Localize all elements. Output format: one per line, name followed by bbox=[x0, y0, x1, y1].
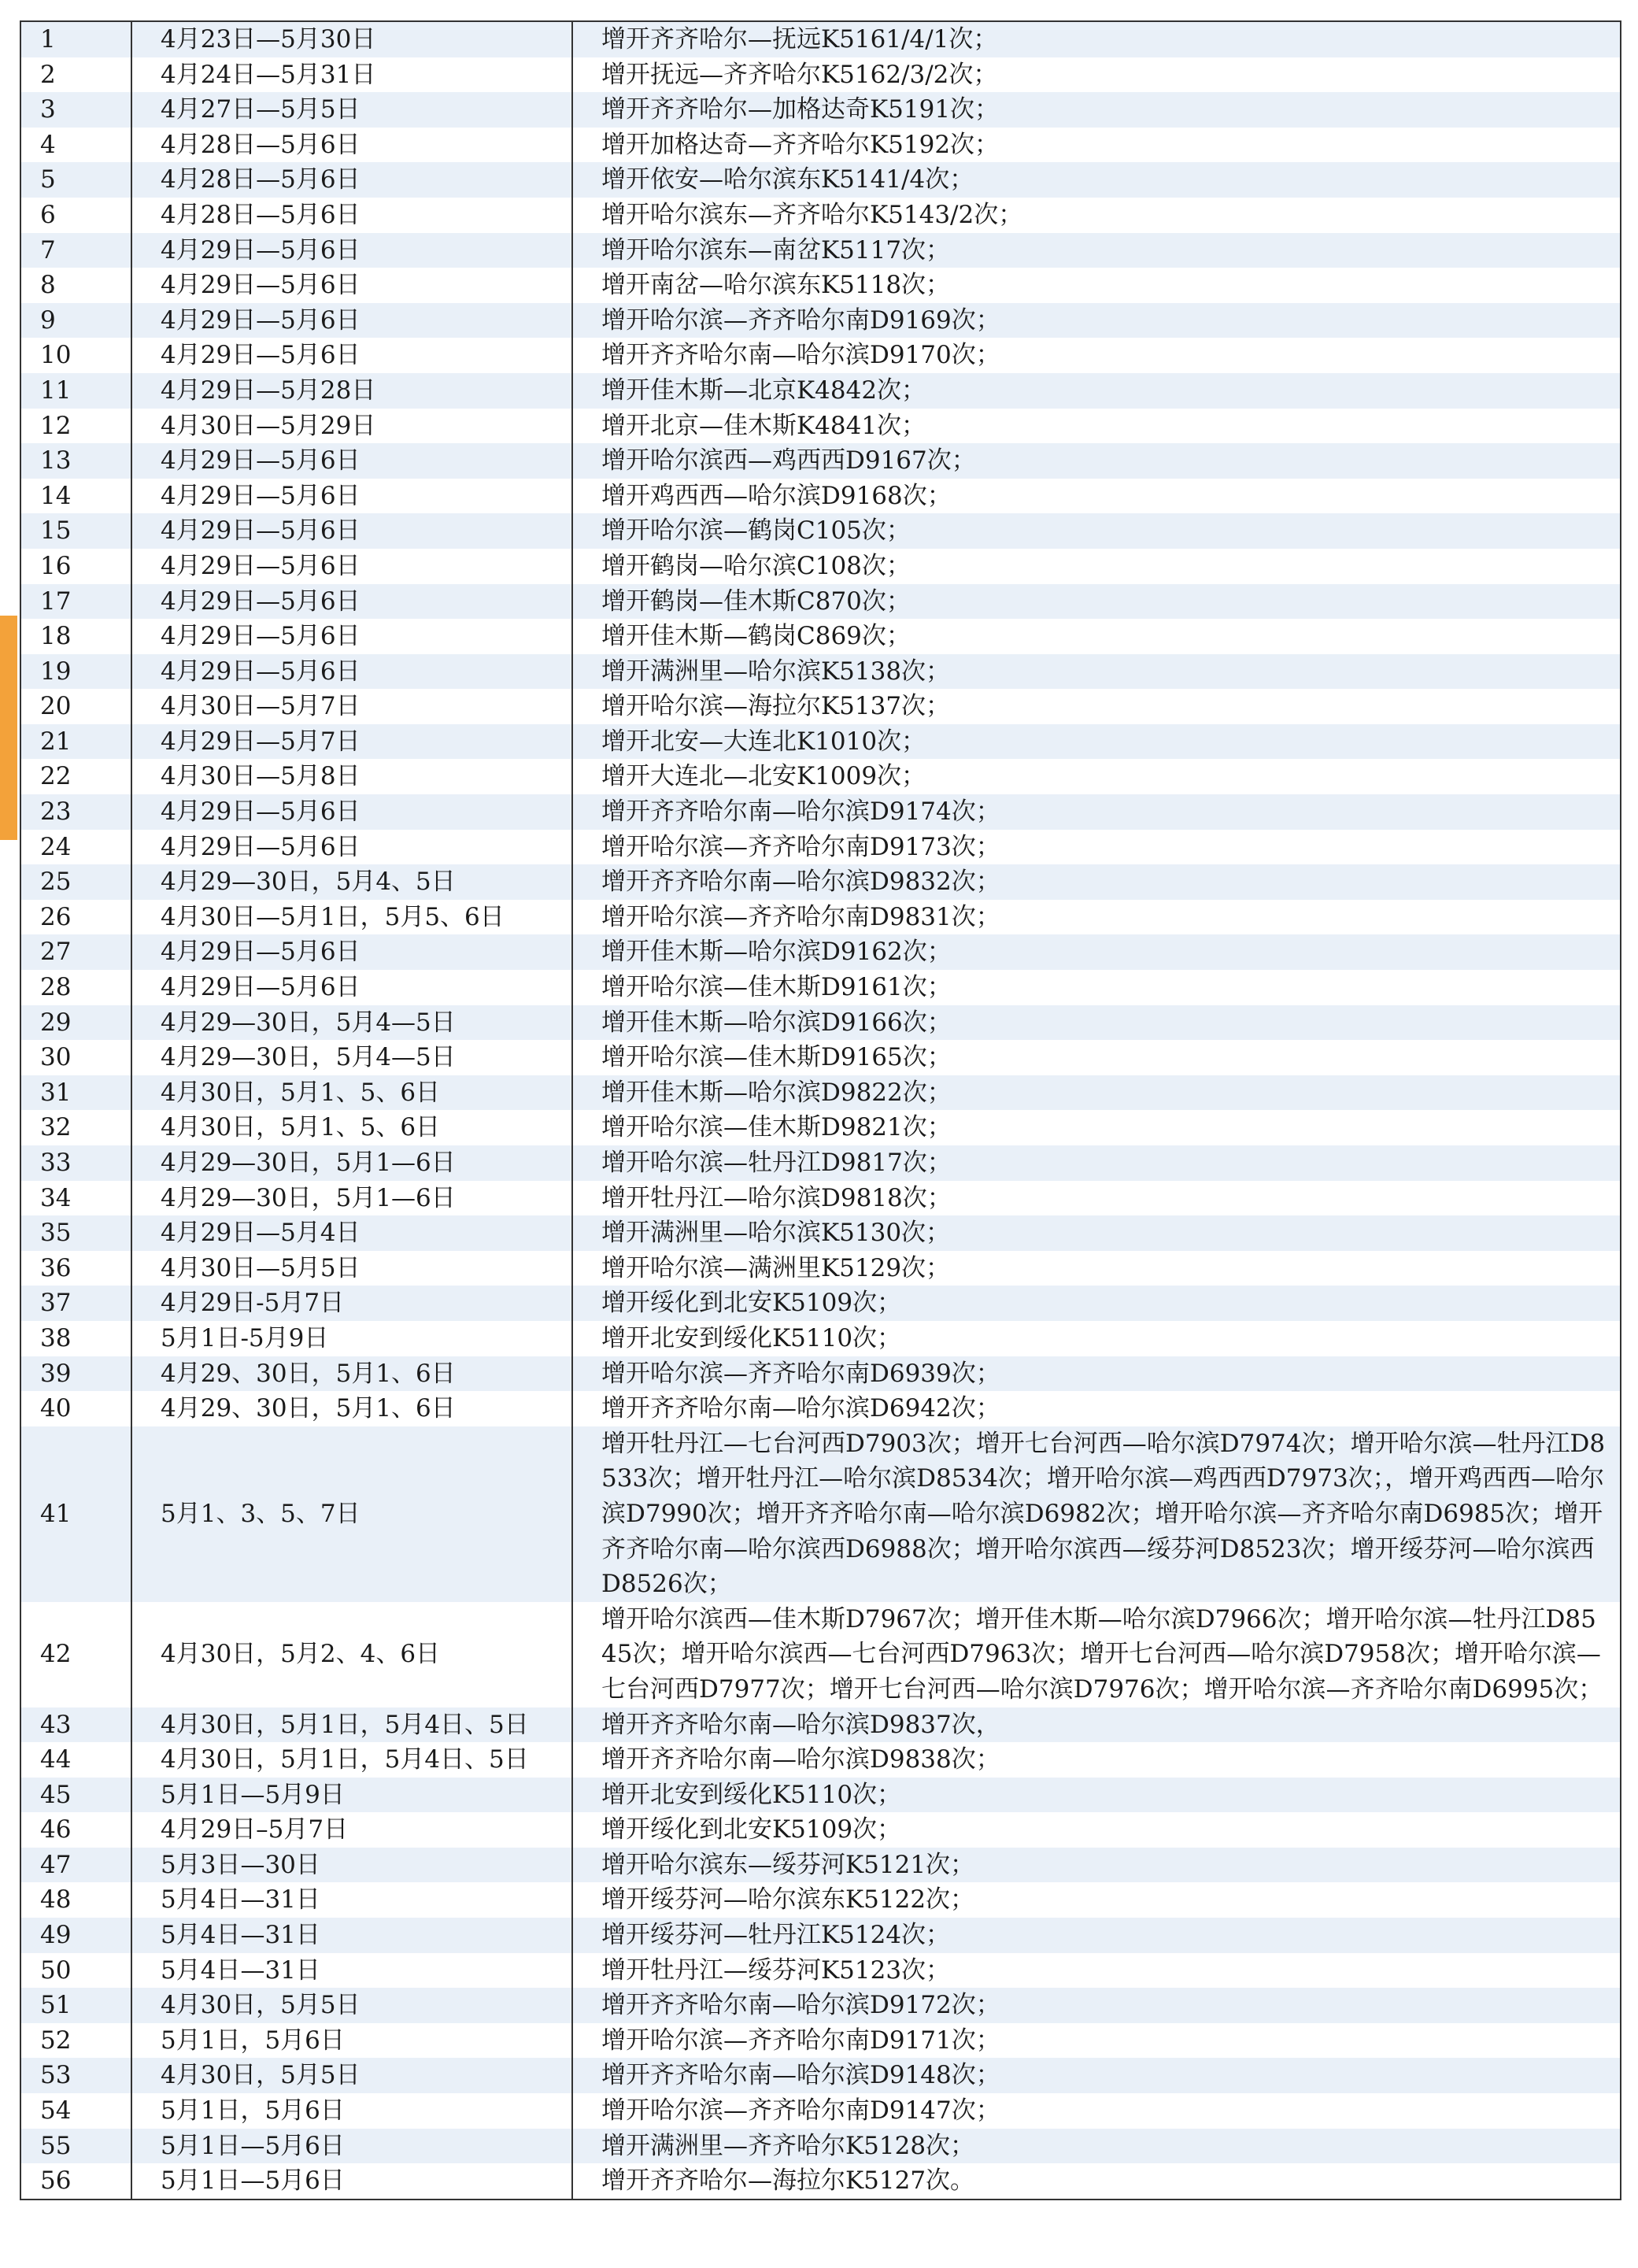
row-description: 增开哈尔滨—佳木斯D9165次； bbox=[572, 1040, 1620, 1075]
table-row bbox=[21, 1953, 1620, 1989]
table-row bbox=[21, 233, 1620, 268]
row-dates: 4月24日—5月31日 bbox=[131, 57, 572, 93]
row-number: 19 bbox=[21, 654, 131, 690]
table-row bbox=[21, 443, 1620, 479]
row-description: 增开佳木斯—哈尔滨D9822次； bbox=[572, 1075, 1620, 1111]
row-dates: 4月29日—5月6日 bbox=[131, 233, 572, 268]
row-dates: 4月29日—5月6日 bbox=[131, 619, 572, 654]
row-dates: 4月30日，5月1日，5月4日、5日 bbox=[131, 1742, 572, 1778]
row-number: 48 bbox=[21, 1882, 131, 1918]
row-description: 增开绥化到北安K5109次； bbox=[572, 1286, 1620, 1321]
row-dates: 4月29日—5月6日 bbox=[131, 830, 572, 865]
row-dates: 4月30日，5月5日 bbox=[131, 1988, 572, 2023]
row-description: 增开佳木斯—北京K4842次； bbox=[572, 373, 1620, 409]
table-body bbox=[21, 22, 1620, 2199]
row-description: 增开绥化到北安K5109次； bbox=[572, 1812, 1620, 1848]
row-number: 42 bbox=[21, 1602, 131, 1707]
side-color-tab bbox=[0, 616, 17, 840]
row-number: 35 bbox=[21, 1215, 131, 1251]
row-number: 20 bbox=[21, 689, 131, 724]
table-row bbox=[21, 92, 1620, 128]
row-description: 增开哈尔滨东—齐齐哈尔K5143/2次； bbox=[572, 198, 1620, 233]
row-dates: 4月29日–5月7日 bbox=[131, 1812, 572, 1848]
row-description: 增开佳木斯—哈尔滨D9166次； bbox=[572, 1005, 1620, 1041]
row-number: 6 bbox=[21, 198, 131, 233]
row-dates: 4月29日—5月7日 bbox=[131, 724, 572, 760]
row-number: 27 bbox=[21, 934, 131, 970]
row-number: 2 bbox=[21, 57, 131, 93]
row-number: 14 bbox=[21, 479, 131, 514]
schedule-table-frame bbox=[20, 20, 1621, 2200]
row-number: 32 bbox=[21, 1110, 131, 1145]
row-dates: 4月30日—5月29日 bbox=[131, 409, 572, 444]
row-description: 增开大连北—北安K1009次； bbox=[572, 759, 1620, 794]
row-number: 43 bbox=[21, 1707, 131, 1743]
row-description: 增开哈尔滨东—绥芬河K5121次； bbox=[572, 1848, 1620, 1883]
row-description: 增开哈尔滨西—鸡西西D9167次； bbox=[572, 443, 1620, 479]
row-number: 55 bbox=[21, 2129, 131, 2164]
table-row bbox=[21, 654, 1620, 690]
table-row bbox=[21, 479, 1620, 514]
row-description: 增开齐齐哈尔—抚远K5161/4/1次； bbox=[572, 22, 1620, 57]
row-number: 25 bbox=[21, 864, 131, 900]
train-schedule-table bbox=[21, 22, 1620, 2199]
row-number: 51 bbox=[21, 1988, 131, 2023]
row-number: 22 bbox=[21, 759, 131, 794]
row-dates: 5月1日—5月9日 bbox=[131, 1778, 572, 1813]
row-number: 40 bbox=[21, 1391, 131, 1426]
row-dates: 4月28日—5月6日 bbox=[131, 198, 572, 233]
row-dates: 4月23日—5月30日 bbox=[131, 22, 572, 57]
row-description: 增开满洲里—齐齐哈尔K5128次； bbox=[572, 2129, 1620, 2164]
row-description: 增开哈尔滨西—佳木斯D7967次；增开佳木斯—哈尔滨D7966次；增开哈尔滨—牡丹江D8545次；增开哈尔滨西—七台河西D7963次；增开七台河西—哈尔滨D7958次；增开哈尔滨—七台河西D7977次；增开七台河西—哈尔滨D7976次；增开哈尔滨—齐齐哈尔南D6995次； bbox=[572, 1602, 1620, 1707]
row-dates: 5月4日—31日 bbox=[131, 1953, 572, 1989]
table-row bbox=[21, 794, 1620, 830]
table-row bbox=[21, 1391, 1620, 1426]
table-row bbox=[21, 1707, 1620, 1743]
row-description: 增开齐齐哈尔—加格达奇K5191次； bbox=[572, 92, 1620, 128]
row-number: 49 bbox=[21, 1918, 131, 1953]
row-description: 增开鹤岗—佳木斯C870次； bbox=[572, 584, 1620, 620]
row-number: 12 bbox=[21, 409, 131, 444]
table-row bbox=[21, 513, 1620, 549]
table-row bbox=[21, 2023, 1620, 2059]
row-number: 11 bbox=[21, 373, 131, 409]
row-description: 增开哈尔滨—齐齐哈尔南D6939次； bbox=[572, 1356, 1620, 1392]
row-description: 增开佳木斯—鹤岗C869次； bbox=[572, 619, 1620, 654]
row-description: 增开哈尔滨—齐齐哈尔南D9831次； bbox=[572, 900, 1620, 935]
row-number: 30 bbox=[21, 1040, 131, 1075]
table-row bbox=[21, 1075, 1620, 1111]
table-row bbox=[21, 268, 1620, 303]
row-number: 34 bbox=[21, 1181, 131, 1216]
row-number: 31 bbox=[21, 1075, 131, 1111]
row-dates: 4月29日-5月7日 bbox=[131, 1286, 572, 1321]
row-dates: 4月29日—5月4日 bbox=[131, 1215, 572, 1251]
table-row bbox=[21, 198, 1620, 233]
table-row bbox=[21, 1005, 1620, 1041]
table-row bbox=[21, 724, 1620, 760]
table-row bbox=[21, 1145, 1620, 1181]
table-row bbox=[21, 689, 1620, 724]
table-row bbox=[21, 934, 1620, 970]
row-number: 4 bbox=[21, 128, 131, 163]
row-dates: 5月1日-5月9日 bbox=[131, 1321, 572, 1356]
row-number: 44 bbox=[21, 1742, 131, 1778]
table-row bbox=[21, 2058, 1620, 2093]
row-dates: 5月1日—5月6日 bbox=[131, 2129, 572, 2164]
row-dates: 4月29日—5月6日 bbox=[131, 654, 572, 690]
table-row bbox=[21, 970, 1620, 1005]
row-description: 增开齐齐哈尔南—哈尔滨D9148次； bbox=[572, 2058, 1620, 2093]
table-row bbox=[21, 584, 1620, 620]
row-description: 增开哈尔滨—齐齐哈尔南D9169次； bbox=[572, 303, 1620, 339]
row-dates: 4月30日—5月1日，5月5、6日 bbox=[131, 900, 572, 935]
row-number: 26 bbox=[21, 900, 131, 935]
row-description: 增开南岔—哈尔滨东K5118次； bbox=[572, 268, 1620, 303]
table-row bbox=[21, 162, 1620, 198]
row-dates: 5月4日—31日 bbox=[131, 1882, 572, 1918]
row-number: 28 bbox=[21, 970, 131, 1005]
row-dates: 4月29、30日，5月1、6日 bbox=[131, 1356, 572, 1392]
row-number: 54 bbox=[21, 2093, 131, 2129]
row-number: 36 bbox=[21, 1251, 131, 1286]
row-dates: 4月29日—5月6日 bbox=[131, 970, 572, 1005]
row-number: 24 bbox=[21, 830, 131, 865]
table-row bbox=[21, 1602, 1620, 1707]
table-row bbox=[21, 128, 1620, 163]
row-number: 21 bbox=[21, 724, 131, 760]
row-dates: 4月29—30日，5月1—6日 bbox=[131, 1145, 572, 1181]
row-description: 增开哈尔滨—齐齐哈尔南D9173次； bbox=[572, 830, 1620, 865]
table-row bbox=[21, 1918, 1620, 1953]
row-description: 增开满洲里—哈尔滨K5130次； bbox=[572, 1215, 1620, 1251]
row-description: 增开哈尔滨东—南岔K5117次； bbox=[572, 233, 1620, 268]
row-number: 3 bbox=[21, 92, 131, 128]
row-number: 50 bbox=[21, 1953, 131, 1989]
table-row bbox=[21, 1040, 1620, 1075]
row-number: 17 bbox=[21, 584, 131, 620]
table-row bbox=[21, 1321, 1620, 1356]
row-description: 增开哈尔滨—鹤岗C105次； bbox=[572, 513, 1620, 549]
table-row bbox=[21, 864, 1620, 900]
row-number: 15 bbox=[21, 513, 131, 549]
row-number: 37 bbox=[21, 1286, 131, 1321]
table-row bbox=[21, 1742, 1620, 1778]
table-row bbox=[21, 1286, 1620, 1321]
row-description: 增开加格达奇—齐齐哈尔K5192次； bbox=[572, 128, 1620, 163]
row-description: 增开北安到绥化K5110次； bbox=[572, 1321, 1620, 1356]
row-description: 增开哈尔滨—海拉尔K5137次； bbox=[572, 689, 1620, 724]
table-row bbox=[21, 1251, 1620, 1286]
row-number: 5 bbox=[21, 162, 131, 198]
table-row bbox=[21, 57, 1620, 93]
row-description: 增开齐齐哈尔南—哈尔滨D6942次； bbox=[572, 1391, 1620, 1426]
row-description: 增开牡丹江—哈尔滨D9818次； bbox=[572, 1181, 1620, 1216]
row-description: 增开齐齐哈尔南—哈尔滨D9832次； bbox=[572, 864, 1620, 900]
row-dates: 5月1日—5月6日 bbox=[131, 2163, 572, 2199]
table-row bbox=[21, 619, 1620, 654]
row-dates: 4月29日—5月6日 bbox=[131, 934, 572, 970]
table-row bbox=[21, 759, 1620, 794]
row-dates: 5月1、3、5、7日 bbox=[131, 1426, 572, 1602]
row-description: 增开齐齐哈尔南—哈尔滨D9174次； bbox=[572, 794, 1620, 830]
row-description: 增开满洲里—哈尔滨K5138次； bbox=[572, 654, 1620, 690]
table-row bbox=[21, 1110, 1620, 1145]
row-description: 增开北京—佳木斯K4841次； bbox=[572, 409, 1620, 444]
row-dates: 4月27日—5月5日 bbox=[131, 92, 572, 128]
table-row bbox=[21, 830, 1620, 865]
row-description: 增开北安—大连北K1010次； bbox=[572, 724, 1620, 760]
row-dates: 4月30日—5月5日 bbox=[131, 1251, 572, 1286]
row-dates: 4月29—30日，5月4、5日 bbox=[131, 864, 572, 900]
row-number: 56 bbox=[21, 2163, 131, 2199]
row-dates: 4月29日—5月6日 bbox=[131, 549, 572, 584]
row-description: 增开哈尔滨—齐齐哈尔南D9147次； bbox=[572, 2093, 1620, 2129]
row-dates: 4月29日—5月6日 bbox=[131, 443, 572, 479]
row-dates: 5月4日—31日 bbox=[131, 1918, 572, 1953]
table-row bbox=[21, 22, 1620, 57]
row-description: 增开北安到绥化K5110次； bbox=[572, 1778, 1620, 1813]
table-row bbox=[21, 2129, 1620, 2164]
row-dates: 4月30日，5月5日 bbox=[131, 2058, 572, 2093]
row-number: 46 bbox=[21, 1812, 131, 1848]
row-dates: 4月29日—5月6日 bbox=[131, 268, 572, 303]
row-dates: 4月30日，5月2、4、6日 bbox=[131, 1602, 572, 1707]
row-number: 39 bbox=[21, 1356, 131, 1392]
table-row bbox=[21, 373, 1620, 409]
row-dates: 4月29日—5月6日 bbox=[131, 794, 572, 830]
table-row bbox=[21, 1215, 1620, 1251]
row-dates: 4月30日，5月1日，5月4日、5日 bbox=[131, 1707, 572, 1743]
row-dates: 4月30日，5月1、5、6日 bbox=[131, 1075, 572, 1111]
row-number: 41 bbox=[21, 1426, 131, 1602]
row-dates: 5月1日，5月6日 bbox=[131, 2023, 572, 2059]
table-row bbox=[21, 2163, 1620, 2199]
row-number: 33 bbox=[21, 1145, 131, 1181]
row-description: 增开哈尔滨—佳木斯D9161次； bbox=[572, 970, 1620, 1005]
row-number: 10 bbox=[21, 338, 131, 373]
row-number: 47 bbox=[21, 1848, 131, 1883]
table-row bbox=[21, 409, 1620, 444]
row-description: 增开齐齐哈尔—海拉尔K5127次。 bbox=[572, 2163, 1620, 2199]
table-row bbox=[21, 549, 1620, 584]
row-dates: 4月29日—5月6日 bbox=[131, 479, 572, 514]
table-row bbox=[21, 2093, 1620, 2129]
row-dates: 5月1日，5月6日 bbox=[131, 2093, 572, 2129]
table-row bbox=[21, 1882, 1620, 1918]
row-description: 增开抚远—齐齐哈尔K5162/3/2次； bbox=[572, 57, 1620, 93]
row-number: 52 bbox=[21, 2023, 131, 2059]
row-description: 增开鸡西西—哈尔滨D9168次； bbox=[572, 479, 1620, 514]
row-number: 18 bbox=[21, 619, 131, 654]
row-description: 增开齐齐哈尔南—哈尔滨D9170次； bbox=[572, 338, 1620, 373]
row-dates: 4月30日，5月1、5、6日 bbox=[131, 1110, 572, 1145]
table-row bbox=[21, 900, 1620, 935]
row-description: 增开绥芬河—牡丹江K5124次； bbox=[572, 1918, 1620, 1953]
row-description: 增开齐齐哈尔南—哈尔滨D9172次； bbox=[572, 1988, 1620, 2023]
row-dates: 4月30日—5月8日 bbox=[131, 759, 572, 794]
row-number: 23 bbox=[21, 794, 131, 830]
table-row bbox=[21, 338, 1620, 373]
row-description: 增开齐齐哈尔南—哈尔滨D9837次， bbox=[572, 1707, 1620, 1743]
row-number: 13 bbox=[21, 443, 131, 479]
table-row bbox=[21, 1812, 1620, 1848]
row-number: 38 bbox=[21, 1321, 131, 1356]
row-dates: 4月29—30日，5月4—5日 bbox=[131, 1040, 572, 1075]
row-description: 增开鹤岗—哈尔滨C108次； bbox=[572, 549, 1620, 584]
row-description: 增开哈尔滨—齐齐哈尔南D9171次； bbox=[572, 2023, 1620, 2059]
row-number: 8 bbox=[21, 268, 131, 303]
table-row bbox=[21, 1778, 1620, 1813]
row-description: 增开牡丹江—七台河西D7903次；增开七台河西—哈尔滨D7974次；增开哈尔滨—牡丹江D8533次；增开牡丹江—哈尔滨D8534次；增开哈尔滨—鸡西西D7973次；，增开鸡西西—哈尔滨D7990次；增开齐齐哈尔南—哈尔滨D6982次；增开哈尔滨—齐齐哈尔南D6985次；增开齐齐哈尔南—哈尔滨西D6988次；增开哈尔滨西—绥芬河D8523次；增开绥芬河—哈尔滨西D8526次； bbox=[572, 1426, 1620, 1602]
row-description: 增开哈尔滨—牡丹江D9817次； bbox=[572, 1145, 1620, 1181]
table-row bbox=[21, 1356, 1620, 1392]
row-dates: 4月29日—5月6日 bbox=[131, 303, 572, 339]
row-description: 增开哈尔滨—佳木斯D9821次； bbox=[572, 1110, 1620, 1145]
row-dates: 4月28日—5月6日 bbox=[131, 162, 572, 198]
row-description: 增开牡丹江—绥芬河K5123次； bbox=[572, 1953, 1620, 1989]
row-dates: 4月29日—5月6日 bbox=[131, 584, 572, 620]
row-dates: 4月28日—5月6日 bbox=[131, 128, 572, 163]
row-dates: 5月3日—30日 bbox=[131, 1848, 572, 1883]
row-number: 29 bbox=[21, 1005, 131, 1041]
row-dates: 4月29日—5月28日 bbox=[131, 373, 572, 409]
row-dates: 4月29—30日，5月1—6日 bbox=[131, 1181, 572, 1216]
row-number: 7 bbox=[21, 233, 131, 268]
row-number: 45 bbox=[21, 1778, 131, 1813]
table-row bbox=[21, 1426, 1620, 1602]
row-description: 增开佳木斯—哈尔滨D9162次； bbox=[572, 934, 1620, 970]
row-dates: 4月29日—5月6日 bbox=[131, 513, 572, 549]
table-row bbox=[21, 1988, 1620, 2023]
row-number: 1 bbox=[21, 22, 131, 57]
row-description: 增开哈尔滨—满洲里K5129次； bbox=[572, 1251, 1620, 1286]
table-row bbox=[21, 1848, 1620, 1883]
row-description: 增开齐齐哈尔南—哈尔滨D9838次； bbox=[572, 1742, 1620, 1778]
row-description: 增开绥芬河—哈尔滨东K5122次； bbox=[572, 1882, 1620, 1918]
row-dates: 4月29日—5月6日 bbox=[131, 338, 572, 373]
row-number: 9 bbox=[21, 303, 131, 339]
row-number: 53 bbox=[21, 2058, 131, 2093]
row-number: 16 bbox=[21, 549, 131, 584]
table-row bbox=[21, 303, 1620, 339]
row-dates: 4月29、30日，5月1、6日 bbox=[131, 1391, 572, 1426]
row-dates: 4月29—30日，5月4—5日 bbox=[131, 1005, 572, 1041]
row-dates: 4月30日—5月7日 bbox=[131, 689, 572, 724]
row-description: 增开依安—哈尔滨东K5141/4次； bbox=[572, 162, 1620, 198]
table-row bbox=[21, 1181, 1620, 1216]
